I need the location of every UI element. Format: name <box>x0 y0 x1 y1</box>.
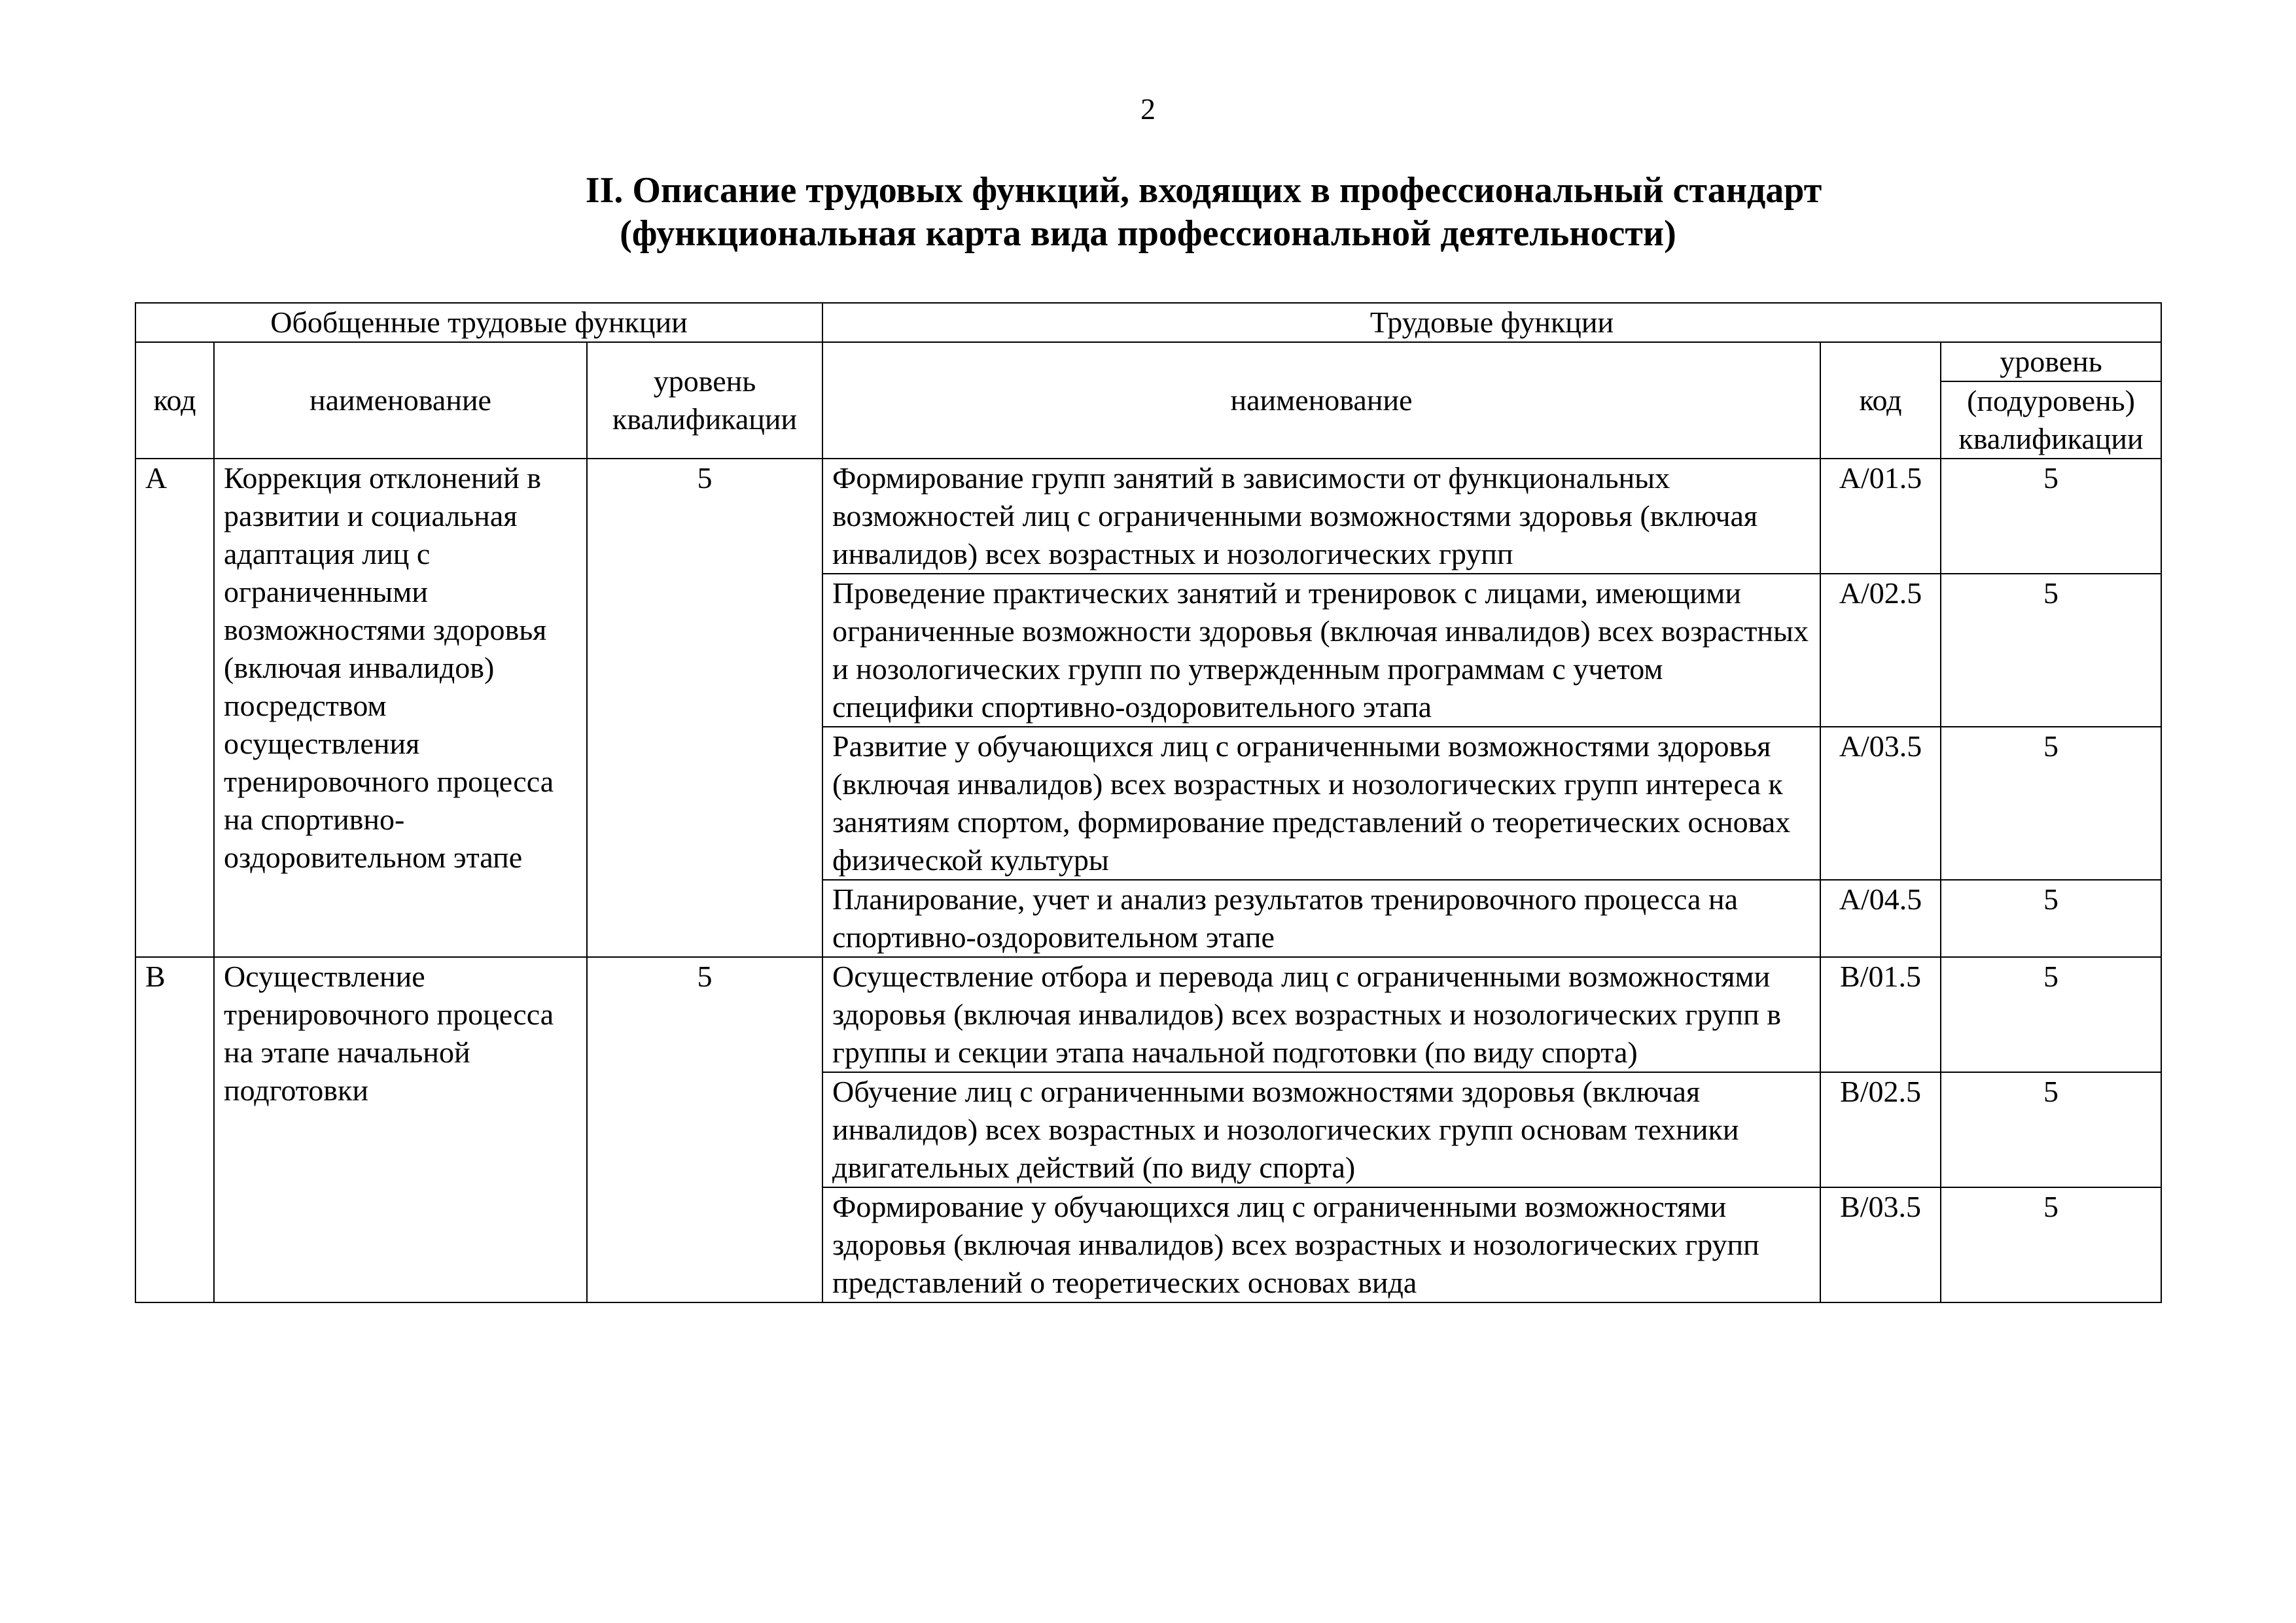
tf-level: 5 <box>1941 574 2161 727</box>
tf-code: A/01.5 <box>1820 459 1941 574</box>
ogf-level: 5 <box>587 957 822 1302</box>
tf-level: 5 <box>1941 1187 2161 1302</box>
table-row <box>135 957 2161 1072</box>
tf-level: 5 <box>1941 459 2161 574</box>
header-tf-name: наименование <box>822 342 1820 459</box>
tf-level: 5 <box>1941 957 2161 1072</box>
tf-name: Обучение лиц с ограниченными возможностями здоровья (включая инвалидов) всех возрастных и нозологических групп основам техники двигательных действий (по виду спорта) <box>822 1072 1820 1187</box>
header-labor-functions: Трудовые функции <box>822 303 2161 342</box>
tf-name: Осуществление отбора и перевода лиц с ограниченными возможностями здоровья (включая инвалидов) всех возрастных и нозологических групп в группы и секции этапа начальной подготовки (по виду спорта) <box>822 957 1820 1072</box>
tf-name: Проведение практических занятий и тренировок с лицами, имеющими ограниченные возможности здоровья (включая инвалидов) всех возрастных и нозологических групп по утвержденным программам с учетом специфики спортивно-оздоровительного этапа <box>822 574 1820 727</box>
title-line-2: (функциональная карта вида профессиональной деятельности) <box>620 213 1676 254</box>
ogf-code: B <box>135 957 214 1302</box>
ogf-code: A <box>135 459 214 957</box>
tf-level: 5 <box>1941 880 2161 957</box>
header-ogf-code: код <box>135 342 214 459</box>
tf-code: A/03.5 <box>1820 727 1941 880</box>
tf-code: A/02.5 <box>1820 574 1941 727</box>
header-tf-level-top: уровень <box>1941 342 2161 381</box>
tf-name: Формирование групп занятий в зависимости от функциональных возможностей лиц с ограниченными возможностями здоровья (включая инвалидов) всех возрастных и нозологических групп <box>822 459 1820 574</box>
tf-name: Формирование у обучающихся лиц с ограниченными возможностями здоровья (включая инвалидов) всех возрастных и нозологических групп представлений о теоретических основах вида <box>822 1187 1820 1302</box>
title-line-1: II. Описание трудовых функций, входящих в профессиональный стандарт <box>585 170 1822 211</box>
section-title <box>0 169 2296 255</box>
tf-name: Планирование, учет и анализ результатов тренировочного процесса на спортивно-оздоровительном этапе <box>822 880 1820 957</box>
tf-code: B/01.5 <box>1820 957 1941 1072</box>
ogf-name: Коррекция отклонений в развитии и социальная адаптация лиц с ограниченными возможностями здоровья (включая инвалидов) посредством осуществления тренировочного процесса на спортивно-оздоровительном этапе <box>214 459 587 957</box>
header-ogf-level: уровень квалификации <box>587 342 822 459</box>
header-ogf-name: наименование <box>214 342 587 459</box>
header-tf-code: код <box>1820 342 1941 459</box>
tf-level: 5 <box>1941 727 2161 880</box>
ogf-name: Осуществление тренировочного процесса на этапе начальной подготовки <box>214 957 587 1302</box>
tf-code: B/03.5 <box>1820 1187 1941 1302</box>
functional-map-table <box>135 302 2162 1303</box>
tf-name: Развитие у обучающихся лиц с ограниченными возможностями здоровья (включая инвалидов) всех возрастных и нозологических групп интереса к занятиям спортом, формирование представлений о теоретических основах физической культуры <box>822 727 1820 880</box>
tf-code: A/04.5 <box>1820 880 1941 957</box>
table-row <box>135 459 2161 574</box>
tf-code: B/02.5 <box>1820 1072 1941 1187</box>
header-generalized-functions: Обобщенные трудовые функции <box>135 303 822 342</box>
page-number: 2 <box>1140 92 1156 126</box>
header-tf-level-bottom: (подуровень) квалификации <box>1941 381 2161 459</box>
tf-level: 5 <box>1941 1072 2161 1187</box>
ogf-level: 5 <box>587 459 822 957</box>
